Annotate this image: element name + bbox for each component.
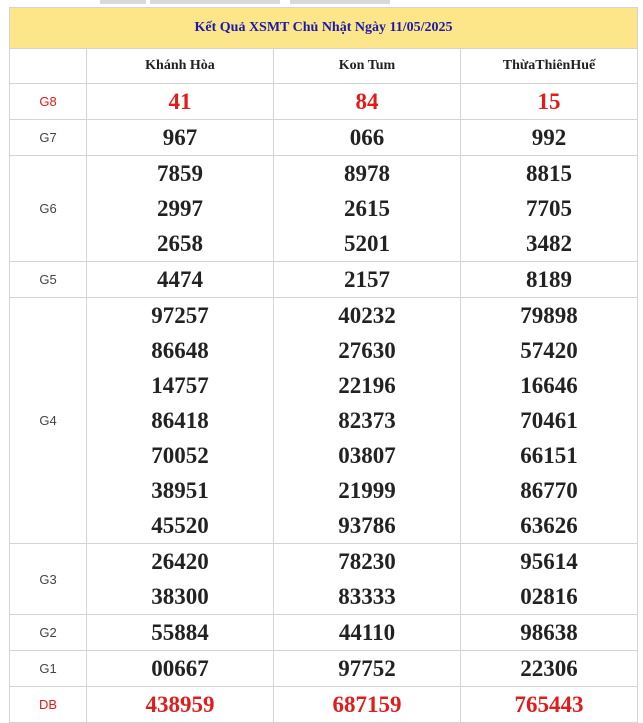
- prize-label: G5: [10, 262, 87, 298]
- result-number: 765443: [514, 692, 584, 717]
- result-cell: [274, 298, 461, 544]
- result-cell: [461, 298, 638, 544]
- result-number: 78230: [338, 549, 396, 574]
- result-number: 95614: [520, 549, 578, 574]
- result-cell: [274, 120, 461, 156]
- result-number: 7859: [157, 161, 203, 186]
- result-cell: [461, 651, 638, 687]
- prize-row: [10, 262, 638, 298]
- prize-row: [10, 298, 638, 544]
- result-cell: [87, 120, 274, 156]
- result-cell: [461, 615, 638, 651]
- result-number: 41: [168, 89, 192, 114]
- prize-label: G1: [10, 651, 87, 687]
- result-number: 82373: [338, 408, 396, 433]
- prize-row: [10, 615, 638, 651]
- prize-row: [10, 651, 638, 687]
- prize-label: G6: [10, 156, 87, 262]
- prize-row: [10, 84, 638, 120]
- result-number: 98638: [520, 620, 578, 645]
- result-number: 22196: [338, 373, 396, 398]
- prize-row: [10, 120, 638, 156]
- result-cell: [274, 262, 461, 298]
- result-number: 687159: [332, 692, 402, 717]
- result-number: 438959: [145, 692, 215, 717]
- result-number: 2658: [157, 231, 203, 256]
- result-number: 79898: [520, 303, 578, 328]
- result-number: 15: [537, 89, 561, 114]
- result-cell: [461, 687, 638, 723]
- result-number: 44110: [338, 620, 396, 645]
- result-cell: [274, 687, 461, 723]
- result-number: 70052: [151, 443, 209, 468]
- result-number: 55884: [151, 620, 209, 645]
- result-number: 26420: [151, 549, 209, 574]
- table-title: Kết Quả XSMT Chủ Nhật Ngày 11/05/2025: [10, 8, 638, 49]
- result-number: 8815: [526, 161, 572, 186]
- result-cell: [461, 84, 638, 120]
- result-cell: [274, 544, 461, 615]
- result-number: 00667: [151, 656, 209, 681]
- browser-tab[interactable]: [150, 0, 280, 4]
- prize-label: G3: [10, 544, 87, 615]
- result-number: 86648: [151, 338, 209, 363]
- result-number: 3482: [526, 231, 572, 256]
- prize-row: [10, 156, 638, 262]
- prize-label: G8: [10, 84, 87, 120]
- result-number: 066: [349, 125, 385, 150]
- browser-tab[interactable]: [290, 0, 390, 4]
- prize-row: [10, 544, 638, 615]
- result-number: 14757: [151, 373, 209, 398]
- result-number: 97752: [338, 656, 396, 681]
- prize-label: DB: [10, 687, 87, 723]
- result-number: 38300: [151, 584, 209, 609]
- result-cell: [461, 120, 638, 156]
- result-cell: [87, 687, 274, 723]
- result-number: 2157: [344, 267, 390, 292]
- prize-row: [10, 687, 638, 723]
- prize-label: G2: [10, 615, 87, 651]
- result-number: 57420: [520, 338, 578, 363]
- result-cell: [461, 156, 638, 262]
- result-number: 27630: [338, 338, 396, 363]
- result-number: 4474: [157, 267, 203, 292]
- result-number: 2615: [344, 196, 390, 221]
- result-number: 8189: [526, 267, 572, 292]
- result-number: 83333: [338, 584, 396, 609]
- result-number: 7705: [526, 196, 572, 221]
- result-number: 03807: [338, 443, 396, 468]
- result-cell: [274, 156, 461, 262]
- result-number: 38951: [151, 478, 209, 503]
- result-cell: [461, 262, 638, 298]
- result-number: 967: [162, 125, 198, 150]
- result-number: 66151: [520, 443, 578, 468]
- result-number: 8978: [344, 161, 390, 186]
- province-header: ThừaThiênHuế: [461, 49, 638, 84]
- result-number: 992: [531, 125, 567, 150]
- top-bar: [0, 0, 643, 6]
- result-cell: [87, 651, 274, 687]
- prize-label: G7: [10, 120, 87, 156]
- results-table: [9, 7, 638, 723]
- result-number: 40232: [338, 303, 396, 328]
- result-number: 16646: [520, 373, 578, 398]
- result-cell: [274, 84, 461, 120]
- result-cell: [87, 298, 274, 544]
- result-number: 21999: [338, 478, 396, 503]
- result-number: 63626: [520, 513, 578, 538]
- province-header: Khánh Hòa: [87, 49, 274, 84]
- result-cell: [87, 615, 274, 651]
- result-number: 86770: [520, 478, 578, 503]
- browser-tab[interactable]: [100, 0, 146, 4]
- result-number: 86418: [151, 408, 209, 433]
- result-cell: [87, 544, 274, 615]
- corner-cell: [10, 49, 87, 84]
- result-number: 70461: [520, 408, 578, 433]
- result-cell: [461, 544, 638, 615]
- result-number: 02816: [520, 584, 578, 609]
- result-cell: [87, 262, 274, 298]
- result-cell: [274, 615, 461, 651]
- result-number: 93786: [338, 513, 396, 538]
- result-cell: [87, 156, 274, 262]
- result-number: 45520: [151, 513, 209, 538]
- result-number: 97257: [151, 303, 209, 328]
- result-number: 5201: [344, 231, 390, 256]
- result-cell: [87, 84, 274, 120]
- result-cell: [274, 651, 461, 687]
- result-number: 22306: [520, 656, 578, 681]
- prize-rows: [10, 84, 638, 723]
- province-header: Kon Tum: [274, 49, 461, 84]
- result-number: 2997: [157, 196, 203, 221]
- prize-label: G4: [10, 298, 87, 544]
- result-number: 84: [355, 89, 379, 114]
